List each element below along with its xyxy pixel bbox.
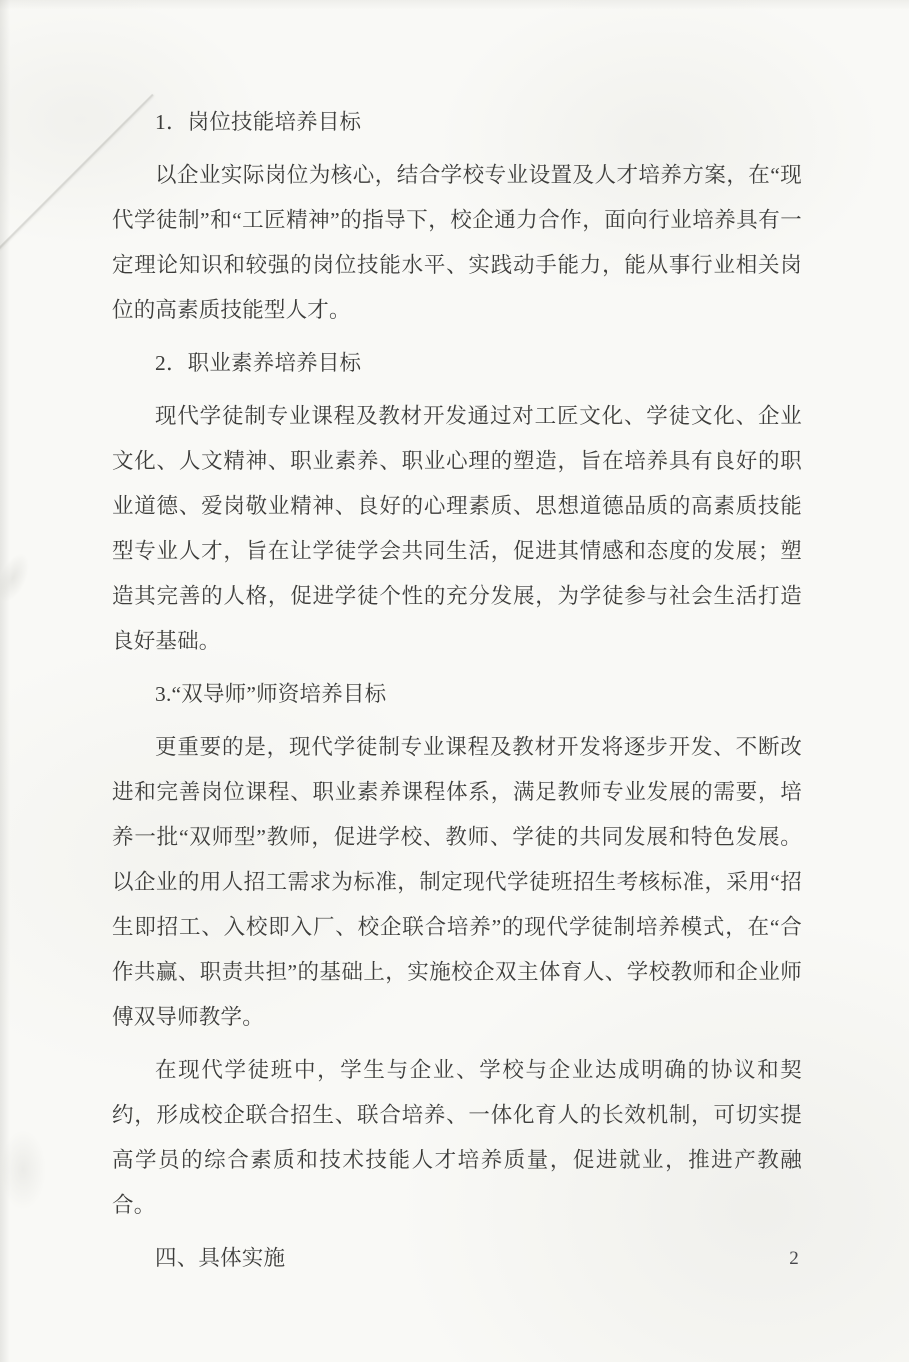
scan-smudge-artifact	[0, 1130, 46, 1210]
paragraph-quality-goal: 现代学徒制专业课程及教材开发通过对工匠文化、学徒文化、企业文化、人文精神、职业素养、职业心理的塑造，旨在培养具有良好的职业道德、爱岗敬业精神、良好的心理素质、思想道德品质的高素质技能型专业人才，旨在让学徒学会共同生活，促进其情感和态度的发展；塑造其完善的人格，促进学徒个性的充分发展，为学徒参与社会生活打造良好基础。	[112, 404, 802, 653]
page-number: 2	[789, 1248, 799, 1269]
paragraph-skill-goal: 以企业实际岗位为核心，结合学校专业设置及人才培养方案，在“现代学徒制”和“工匠精神”的指导下，校企通力合作，面向行业培养具有一定理论知识和较强的岗位技能水平、实践动手能力，能从事行业相关岗位的高素质技能型人才。	[112, 163, 802, 322]
section-heading-2: 2．职业素养培养目标	[155, 351, 362, 375]
paragraph-dual-tutor-goal: 更重要的是，现代学徒制专业课程及教材开发将逐步开发、不断改进和完善岗位课程、职业素养课程体系，满足教师专业发展的需要，培养一批“双师型”教师，促进学校、教师、学徒的共同发展和特色发展。以企业的用人招工需求为标准，制定现代学徒班招生考核标准，采用“招生即招工、入校即入厂、校企联合培养”的现代学徒制培养模式，在“合作共赢、职责共担”的基础上，实施校企双主体育人、学校教师和企业师傅双导师教学。	[112, 735, 802, 1029]
paragraph-apprentice-class: 在现代学徒班中，学生与企业、学校与企业达成明确的协议和契约，形成校企联合招生、联合培养、一体化育人的长效机制，可切实提高学员的综合素质和技术技能人才培养质量，促进就业，推进产教融合。	[112, 1058, 802, 1217]
section-heading-4: 四、具体实施	[155, 1246, 286, 1270]
document-body	[112, 100, 802, 1281]
section-heading-3: 3.“双导师”师资培养目标	[155, 682, 387, 706]
scan-edge-shadow-top	[0, 0, 909, 10]
section-heading-1: 1．岗位技能培养目标	[155, 110, 362, 134]
